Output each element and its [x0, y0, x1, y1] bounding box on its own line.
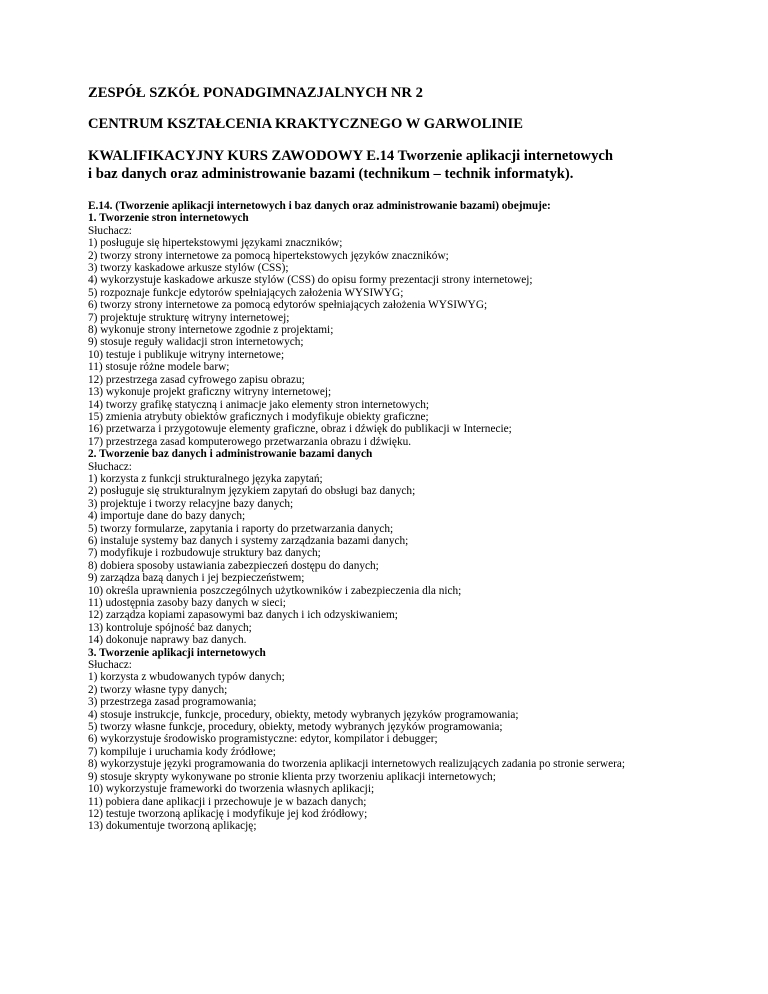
qualification-sections — [88, 212, 753, 832]
section-subtitle: Słuchacz: — [88, 659, 132, 672]
section-title: 2. Tworzenie baz danych i administrowanie bazami danych — [88, 448, 373, 461]
section-title: 3. Tworzenie aplikacji internetowych — [88, 646, 266, 659]
list-item: 14) tworzy grafikę statyczną i animacje jako elementy stron internetowych; — [88, 398, 429, 411]
list-item: 6) instaluje systemy baz danych i systemy zarządzania bazami danych; — [88, 534, 409, 547]
course-title-line-2: i baz danych oraz administrowanie bazami (technikum – technik informatyk). — [88, 166, 574, 182]
list-item: 5) rozpoznaje funkcje edytorów spełniających założenia WYSIWYG; — [88, 286, 404, 299]
list-item: 5) tworzy formularze, zapytania i raporty do przetwarzania danych; — [88, 522, 394, 535]
list-item: 11) udostępnia zasoby bazy danych w sieci; — [88, 597, 286, 609]
list-item: 3) projektuje i tworzy relacyjne bazy danych; — [88, 497, 294, 510]
list-item: 2) tworzy strony internetowe za pomocą hipertekstowych języków znaczników; — [88, 249, 449, 262]
qualification-intro: E.14. (Tworzenie aplikacji internetowych i baz danych oraz administrowanie bazami) obejmuje: — [88, 200, 551, 212]
list-item: 8) wykonuje strony internetowe zgodnie z projektami; — [88, 324, 334, 337]
list-item: 1) korzysta z wbudowanych typów danych; — [88, 671, 285, 684]
list-item: 1) posługuje się hipertekstowymi językami znaczników; — [88, 237, 343, 250]
list-item: 7) kompiluje i uruchamia kody źródłowe; — [88, 745, 276, 758]
list-item: 3) przestrzega zasad programowania; — [88, 696, 257, 709]
list-item: 16) przetwarza i przygotowuje elementy graficzne, obraz i dźwięk do publikacji w Internecie; — [88, 423, 512, 436]
list-item: 14) dokonuje naprawy baz danych. — [88, 634, 247, 647]
school-name: ZESPÓŁ SZKÓŁ PONADGIMNAZJALNYCH NR 2 — [88, 85, 423, 101]
course-title — [88, 147, 753, 183]
list-item: 13) wykonuje projekt graficzny witryny internetowej; — [88, 386, 332, 399]
section-subtitle: Słuchacz: — [88, 224, 132, 237]
list-item: 2) posługuje się strukturalnym językiem zapytań do obsługi baz danych; — [88, 485, 416, 498]
list-item: 13) kontroluje spójność baz danych; — [88, 621, 252, 634]
course-title-line-1: KWALIFIKACYJNY KURS ZAWODOWY E.14 Tworzenie aplikacji internetowych — [88, 148, 613, 164]
list-item: 5) tworzy własne funkcje, procedury, obiekty, metody wybranych języków programowania; — [88, 721, 503, 734]
list-item: 8) dobiera sposoby ustawiania zabezpieczeń dostępu do danych; — [88, 559, 379, 572]
list-item: 9) stosuje skrypty wykonywane po stronie klienta przy tworzeniu aplikacji internetowych; — [88, 770, 496, 783]
list-item: 12) testuje tworzoną aplikację i modyfikuje jej kod źródłowy; — [88, 807, 368, 820]
list-item: 8) wykorzystuje języki programowania do tworzenia aplikacji internetowych realizujących zadania po stronie serwera; — [88, 758, 626, 771]
list-item: 10) wykorzystuje frameworki do tworzenia własnych aplikacji; — [88, 783, 375, 796]
list-item: 7) projektuje strukturę witryny internetowej; — [88, 311, 290, 324]
section-subtitle: Słuchacz: — [88, 460, 132, 473]
document-page — [88, 84, 753, 833]
list-item: 15) zmienia atrybuty obiektów graficznych i modyfikuje obiekty graficzne; — [88, 410, 429, 423]
section-title: 1. Tworzenie stron internetowych — [88, 212, 249, 225]
centre-name: CENTRUM KSZTAŁCENIA KRAKTYCZNEGO W GARWOLINIE — [88, 116, 523, 132]
list-item: 9) stosuje reguły walidacji stron internetowych; — [88, 336, 304, 349]
list-item: 7) modyfikuje i rozbudowuje struktury baz danych; — [88, 547, 321, 560]
list-item: 3) tworzy kaskadowe arkusze stylów (CSS); — [88, 262, 289, 275]
list-item: 10) określa uprawnienia poszczególnych użytkowników i zabezpieczenia dla nich; — [88, 584, 462, 597]
list-item: 9) zarządza bazą danych i jej bezpieczeństwem; — [88, 572, 305, 585]
list-item: 12) zarządza kopiami zapasowymi baz danych i ich odzyskiwaniem; — [88, 609, 398, 622]
list-item: 6) tworzy strony internetowe za pomocą edytorów spełniających założenia WYSIWYG; — [88, 299, 488, 312]
list-item: 11) stosuje różne modele barw; — [88, 361, 230, 374]
list-item: 12) przestrzega zasad cyfrowego zapisu obrazu; — [88, 373, 305, 386]
list-item: 17) przestrzega zasad komputerowego przetwarzania obrazu i dźwięku. — [88, 435, 412, 448]
list-item: 11) pobiera dane aplikacji i przechowuje je w bazach danych; — [88, 795, 367, 808]
list-item: 2) tworzy własne typy danych; — [88, 683, 228, 696]
list-item: 4) wykorzystuje kaskadowe arkusze stylów (CSS) do opisu formy prezentacji strony internetowej; — [88, 274, 533, 287]
list-item: 6) wykorzystuje środowisko programistyczne: edytor, kompilator i debugger; — [88, 733, 438, 746]
list-item: 13) dokumentuje tworzoną aplikację; — [88, 820, 257, 833]
list-item: 10) testuje i publikuje witryny internetowe; — [88, 348, 285, 361]
list-item: 4) stosuje instrukcje, funkcje, procedury, obiekty, metody wybranych języków programowania; — [88, 708, 519, 721]
list-item: 4) importuje dane do bazy danych; — [88, 510, 246, 523]
list-item: 1) korzysta z funkcji strukturalnego języka zapytań; — [88, 472, 323, 485]
